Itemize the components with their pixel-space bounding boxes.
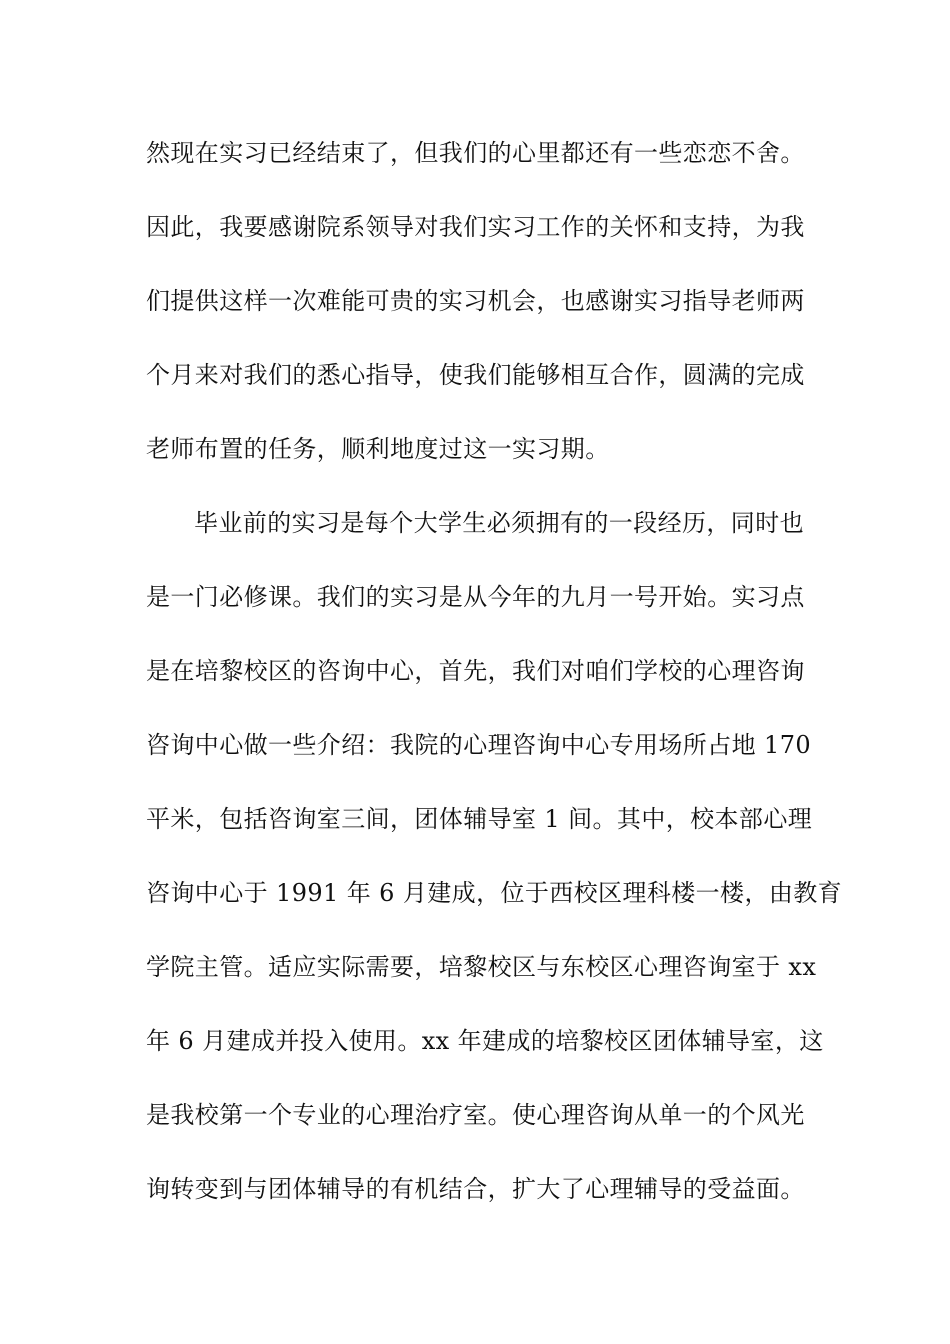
text-line: 询转变到与团体辅导的有机结合，扩大了心理辅导的受益面。 bbox=[146, 1175, 805, 1203]
text-line: 咨询中心于 1991 年 6 月建成，位于西校区理科楼一楼，由教育 bbox=[146, 879, 843, 907]
text-line: 学院主管。适应实际需要，培黎校区与东校区心理咨询室于 xx bbox=[146, 953, 817, 981]
text-line: 们提供这样一次难能可贵的实习机会，也感谢实习指导老师两 bbox=[146, 287, 805, 315]
text-line: 老师布置的任务，顺利地度过这一实习期。 bbox=[146, 435, 610, 463]
text-line: 然现在实习已经结束了，但我们的心里都还有一些恋恋不舍。 bbox=[146, 139, 805, 167]
text-line: 平米，包括咨询室三间，团体辅导室 1 间。其中，校本部心理 bbox=[146, 805, 813, 833]
text-line: 年 6 月建成并投入使用。xx 年建成的培黎校区团体辅导室，这 bbox=[146, 1027, 824, 1055]
text-line: 是一门必修课。我们的实习是从今年的九月一号开始。实习点 bbox=[146, 583, 805, 611]
paragraph-first-line: 毕业前的实习是每个大学生必须拥有的一段经历，同时也 bbox=[194, 509, 804, 537]
text-line: 因此，我要感谢院系领导对我们实习工作的关怀和支持，为我 bbox=[146, 213, 805, 241]
text-line: 个月来对我们的悉心指导，使我们能够相互合作，圆满的完成 bbox=[146, 361, 805, 389]
body-text bbox=[146, 124, 843, 1234]
text-line: 是在培黎校区的咨询中心，首先，我们对咱们学校的心理咨询 bbox=[146, 657, 805, 685]
text-line: 咨询中心做一些介绍：我院的心理咨询中心专用场所占地 170 bbox=[146, 731, 812, 759]
text-line: 是我校第一个专业的心理治疗室。使心理咨询从单一的个风光 bbox=[146, 1101, 805, 1129]
